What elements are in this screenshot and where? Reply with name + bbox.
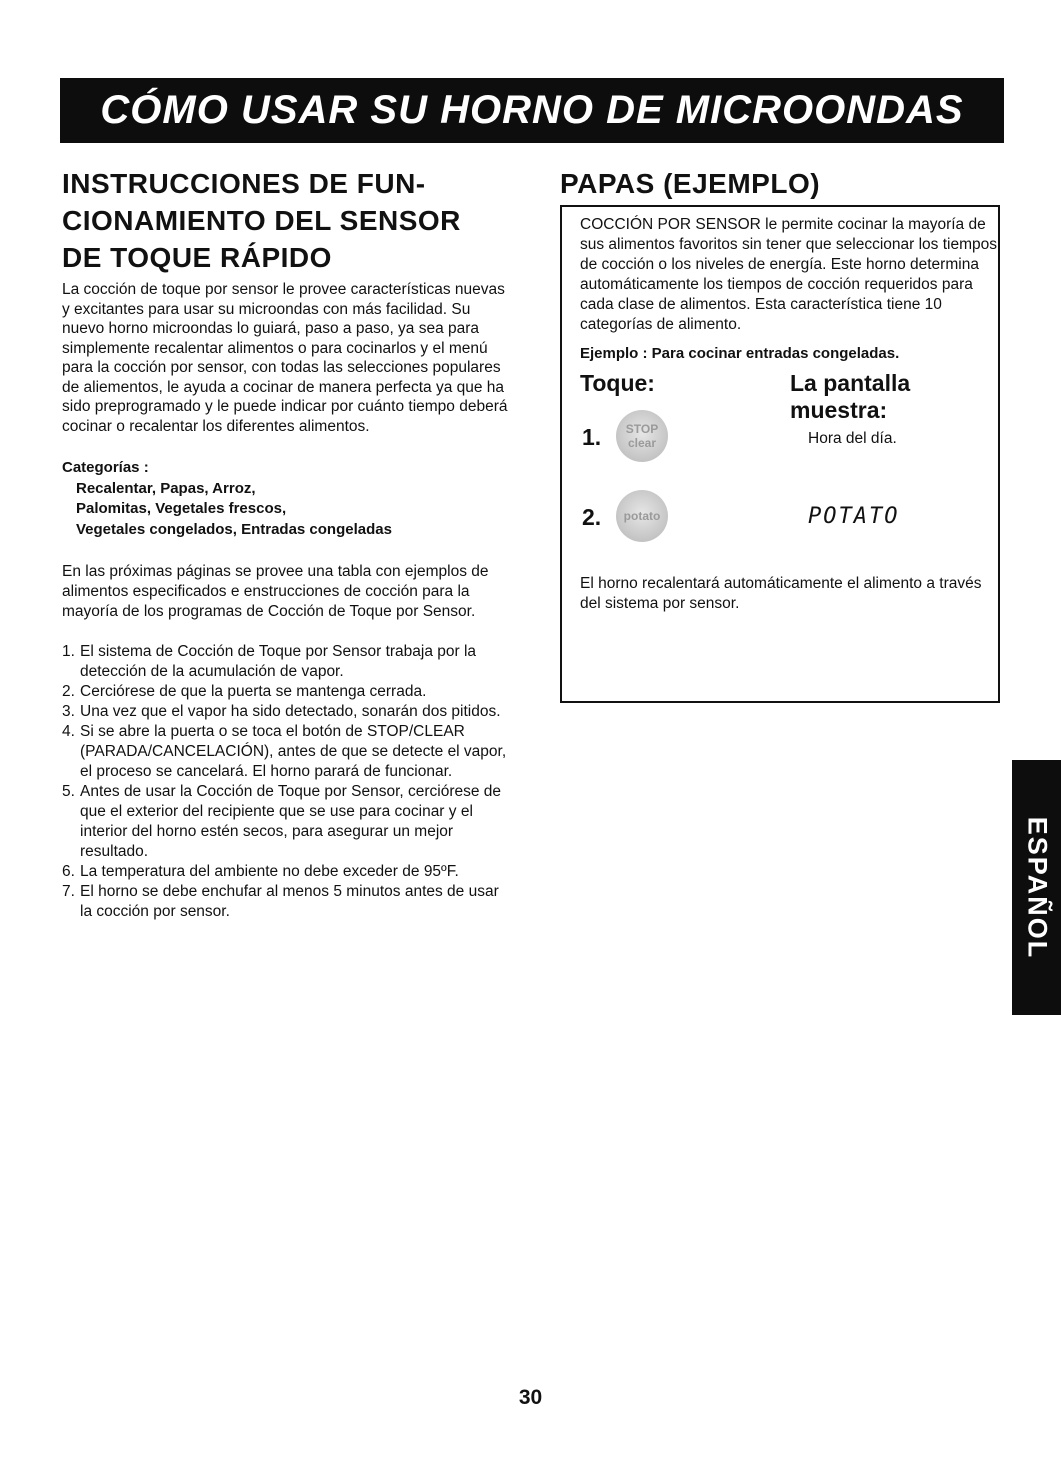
step-number: 5. — [62, 783, 75, 800]
categories-label: Categorías : — [62, 459, 149, 476]
list-item — [62, 722, 514, 782]
right-column — [560, 165, 1004, 612]
step-text: Una vez que el vapor ha sido detectado, sonarán dos pitidos. — [80, 703, 501, 720]
banner-title: CÓMO USAR SU HORNO DE MICROONDAS — [100, 88, 964, 132]
key-label: STOP — [625, 422, 659, 436]
stop-clear-key — [616, 410, 668, 462]
box-outro: El horno recalentará automáticamente el alimento a través del sistema por sensor. — [580, 575, 982, 612]
example-label: Ejemplo : Para cocinar entradas congeladas. — [580, 345, 900, 362]
example-step-1 — [580, 410, 998, 480]
step-number: 1. — [582, 424, 602, 450]
page-banner — [60, 78, 1004, 143]
display-text: Hora del día. — [808, 430, 897, 447]
step-text: Si se abre la puerta o se toca el botón de STOP/CLEAR (PARADA/CANCELACIÓN), antes de que se detecte el vapor, el proceso se cancelará. El horno parará de funcionar. — [80, 723, 507, 780]
title-line: CIONAMIENTO DEL SENSOR — [62, 205, 461, 236]
section-title-sensor — [62, 165, 514, 276]
left-column — [62, 165, 514, 922]
step-text: La temperatura del ambiente no debe exceder de 95ºF. — [80, 863, 459, 880]
step-text: El sistema de Cocción de Toque por Sensor trabaja por la detección de la acumulación de vapor. — [80, 643, 477, 680]
box-intro: COCCIÓN POR SENSOR le permite cocinar la mayoría de sus alimentos favoritos sin tener que seleccionar los tiempos de cocción o los niveles de energía. Este horno determina automáticamente los tiempos de cocción requeridos para cada clase de alimentos. Esta característica tiene 10 categorías de alimento. — [580, 216, 997, 333]
step-number: 3. — [62, 703, 75, 720]
list-item — [62, 782, 514, 862]
potato-key — [616, 490, 668, 542]
step-number: 6. — [62, 863, 75, 880]
category-line: Palomitas, Vegetales frescos, — [76, 500, 287, 517]
display-readout: POTATO — [808, 504, 900, 529]
tables-paragraph: En las próximas páginas se provee una tabla con ejemplos de alimentos especificados e enstrucciones de cocción para la mayoría de los programas de Cocción de Toque por Sensor. — [62, 563, 489, 620]
step-number: 2. — [582, 504, 602, 530]
step-number: 7. — [62, 883, 75, 900]
step-text: El horno se debe enchufar al menos 5 minutos antes de usar la cocción por sensor. — [80, 883, 499, 920]
category-line: Vegetales congelados, Entradas congeladas — [76, 520, 392, 538]
list-item — [62, 882, 514, 922]
list-item — [62, 642, 514, 682]
step-number: 2. — [62, 683, 75, 700]
language-tab — [1012, 760, 1061, 1015]
page-number: 30 — [518, 1386, 543, 1409]
language-label: ESPAÑOL — [1022, 816, 1052, 959]
steps-list — [62, 642, 514, 922]
step-number: 4. — [62, 723, 75, 740]
category-line: Recalentar, Papas, Arroz, — [76, 479, 256, 497]
title-line: DE TOQUE RÁPIDO — [62, 242, 332, 273]
example-step-2 — [580, 494, 998, 564]
column-headers — [580, 370, 998, 423]
list-item — [62, 682, 514, 702]
section-title-papas: PAPAS (EJEMPLO) — [560, 168, 821, 199]
intro-paragraph: La cocción de toque por sensor le provee características nuevas y excitantes para usar su microondas con más facilidad. Su nuevo horno microondas lo guiará, paso a paso, ya sea para simplemente recalentar alimentos o para cocinarlos y el menú para la cocción por sensor, con todas las selecciones populares de aliementos, le ayuda a cocinar de manera perfecta ya que ha sido preprogramado y le puede indicar por cuánto tiempo deberá cocinar o recalentar los diferentes alimentos. — [62, 281, 508, 435]
step-text: Antes de usar la Cocción de Toque por Sensor, cerciórese de que el exterior del recipiente que se use para cocinar y el interior del horno estén secos, para asegurar un mejor resultado. — [80, 783, 502, 860]
key-label: clear — [627, 436, 657, 450]
example-box — [560, 205, 1000, 703]
key-label: potato — [623, 509, 661, 523]
list-item — [62, 862, 514, 882]
title-line: INSTRUCCIONES DE FUN- — [62, 168, 426, 199]
touch-column-header: Toque: — [580, 370, 655, 396]
step-text: Cerciórese de que la puerta se mantenga cerrada. — [80, 683, 427, 700]
step-number: 1. — [62, 643, 75, 660]
list-item — [62, 702, 514, 722]
display-column-header: La pantalla muestra: — [790, 370, 911, 423]
categories-block — [62, 458, 514, 540]
